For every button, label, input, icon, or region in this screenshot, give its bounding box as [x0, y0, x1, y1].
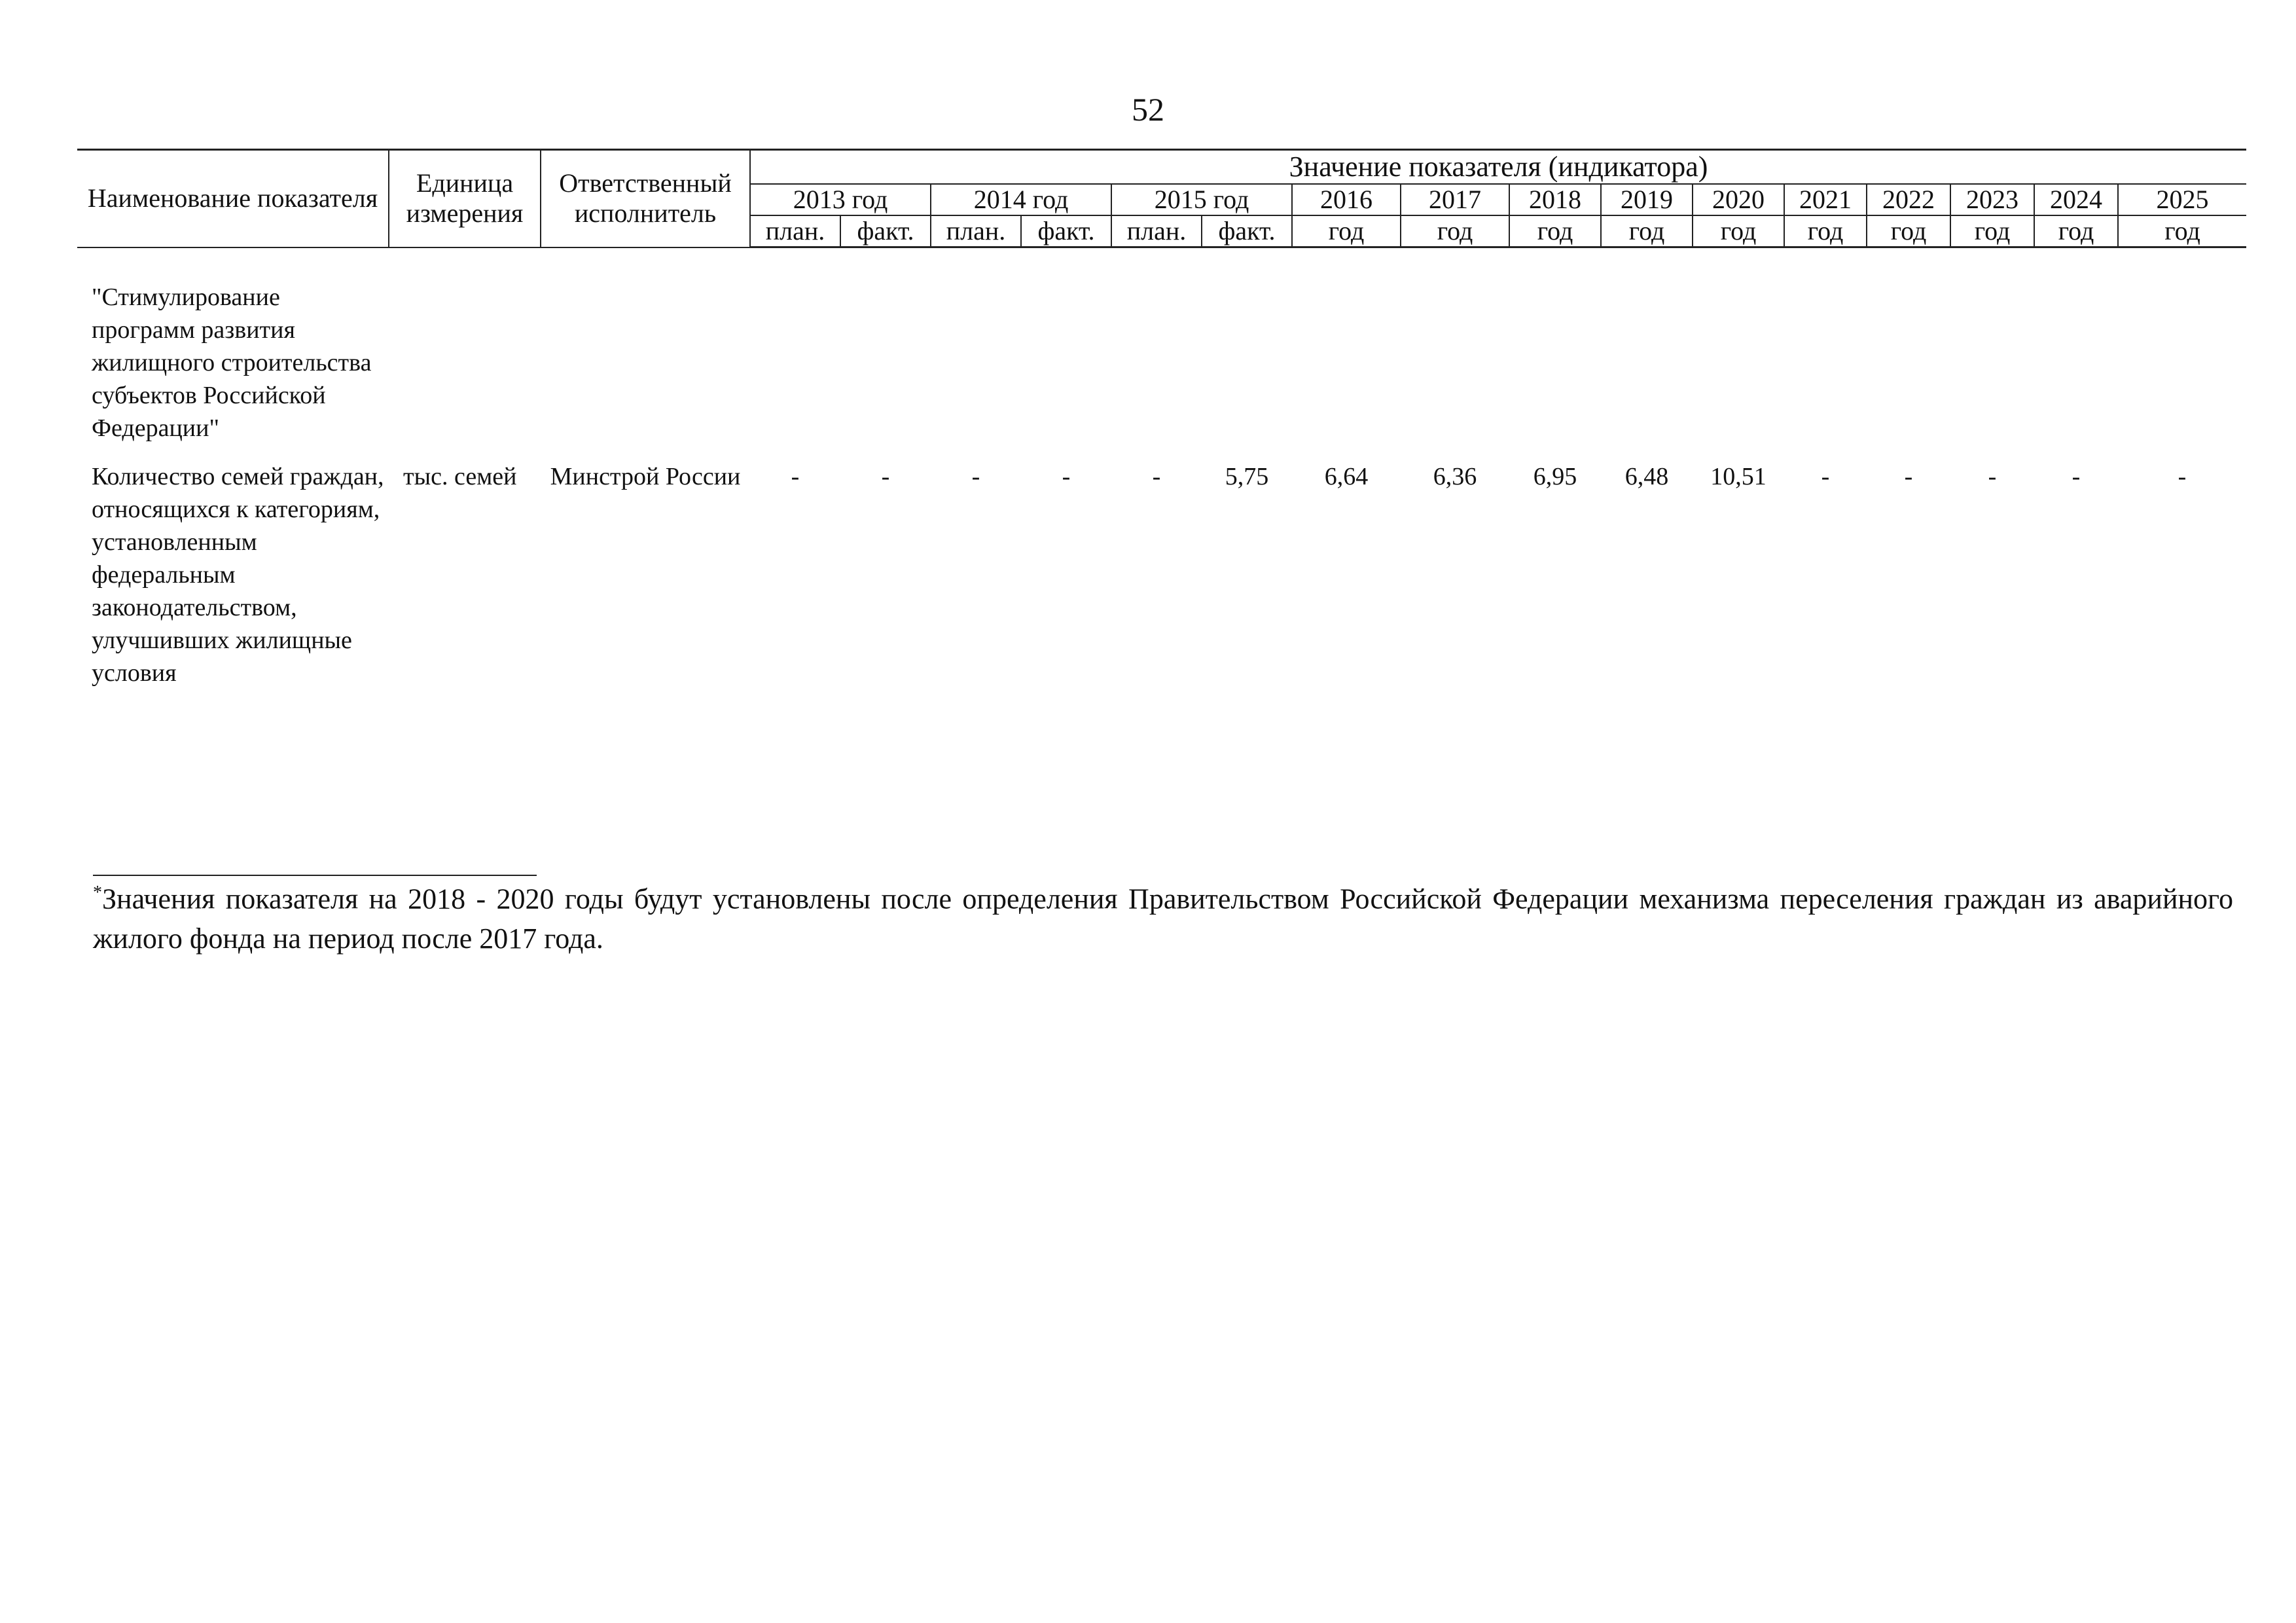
value-2025: -	[2178, 462, 2187, 490]
indicator-table	[77, 149, 2246, 689]
header-year-2023: 2023	[1950, 184, 2034, 215]
value-2021: -	[1821, 462, 1830, 490]
header-year-2013: 2013 год	[750, 184, 931, 215]
header-2021-word: год	[1784, 215, 1867, 247]
header-year-2016: 2016	[1292, 184, 1401, 215]
header-2013-fact: факт.	[840, 215, 931, 247]
header-2023-word: год	[1950, 215, 2034, 247]
header-2016-word: год	[1292, 215, 1401, 247]
header-executor: Ответственный исполнитель	[541, 150, 750, 247]
header-2024-word: год	[2034, 215, 2118, 247]
header-2018-word: год	[1509, 215, 1601, 247]
header-year-2022: 2022	[1867, 184, 1950, 215]
header-2017-word: год	[1401, 215, 1509, 247]
header-year-2015: 2015 год	[1111, 184, 1292, 215]
header-2020-word: год	[1693, 215, 1784, 247]
footnote-mark: *	[93, 883, 102, 903]
header-2013-plan: план.	[750, 215, 840, 247]
value-2022: -	[1904, 462, 1913, 490]
header-2014-plan: план.	[931, 215, 1021, 247]
value-2014-fact: -	[1062, 462, 1071, 490]
header-year-2018: 2018	[1509, 184, 1601, 215]
value-2018: 6,95	[1533, 462, 1577, 490]
table-row	[77, 445, 2246, 689]
header-2025-word: год	[2118, 215, 2246, 247]
value-2015-plan: -	[1152, 462, 1161, 490]
value-2023: -	[1988, 462, 1997, 490]
header-2015-plan: план.	[1111, 215, 1202, 247]
header-2014-fact: факт.	[1021, 215, 1111, 247]
value-2015-fact: 5,75	[1225, 462, 1269, 490]
header-unit: Единица измерения	[389, 150, 541, 247]
section-row	[77, 247, 2246, 445]
header-year-2019: 2019	[1601, 184, 1693, 215]
header-2019-word: год	[1601, 215, 1693, 247]
header-year-2017: 2017	[1401, 184, 1509, 215]
value-2017: 6,36	[1433, 462, 1477, 490]
value-2013-plan: -	[791, 462, 800, 490]
section-title: "Стимулирование программ развития жилищного строительства субъектов Российской Федерации"	[92, 283, 372, 442]
value-2024: -	[2072, 462, 2081, 490]
indicator-executor: Минстрой России	[550, 462, 741, 490]
value-2020: 10,51	[1710, 462, 1767, 490]
header-year-2020: 2020	[1693, 184, 1784, 215]
value-2016: 6,64	[1324, 462, 1369, 490]
value-2019: 6,48	[1624, 462, 1669, 490]
header-year-2024: 2024	[2034, 184, 2118, 215]
header-year-2025: 2025	[2118, 184, 2246, 215]
header-2022-word: год	[1867, 215, 1950, 247]
header-year-2021: 2021	[1784, 184, 1867, 215]
indicator-unit: тыс. семей	[403, 462, 517, 490]
header-2015-fact: факт.	[1202, 215, 1292, 247]
value-2013-fact: -	[881, 462, 890, 490]
footnote-text: Значения показателя на 2018 - 2020 годы будут установлены после определения Правительством Российской Федерации механизма переселения граждан из аварийного жилого фонда на период после 2017 года.	[93, 883, 2233, 955]
value-2014-plan: -	[971, 462, 980, 490]
indicator-name: Количество семей граждан, относящихся к категориям, установленным федеральным законодательством, улучшивших жилищные условия	[92, 462, 384, 687]
header-values: Значение показателя (индикатора)	[750, 150, 2246, 185]
header-name: Наименование показателя	[77, 150, 389, 247]
page-number: 52	[1132, 91, 1164, 128]
footnote	[93, 873, 2233, 958]
header-year-2014: 2014 год	[931, 184, 1111, 215]
